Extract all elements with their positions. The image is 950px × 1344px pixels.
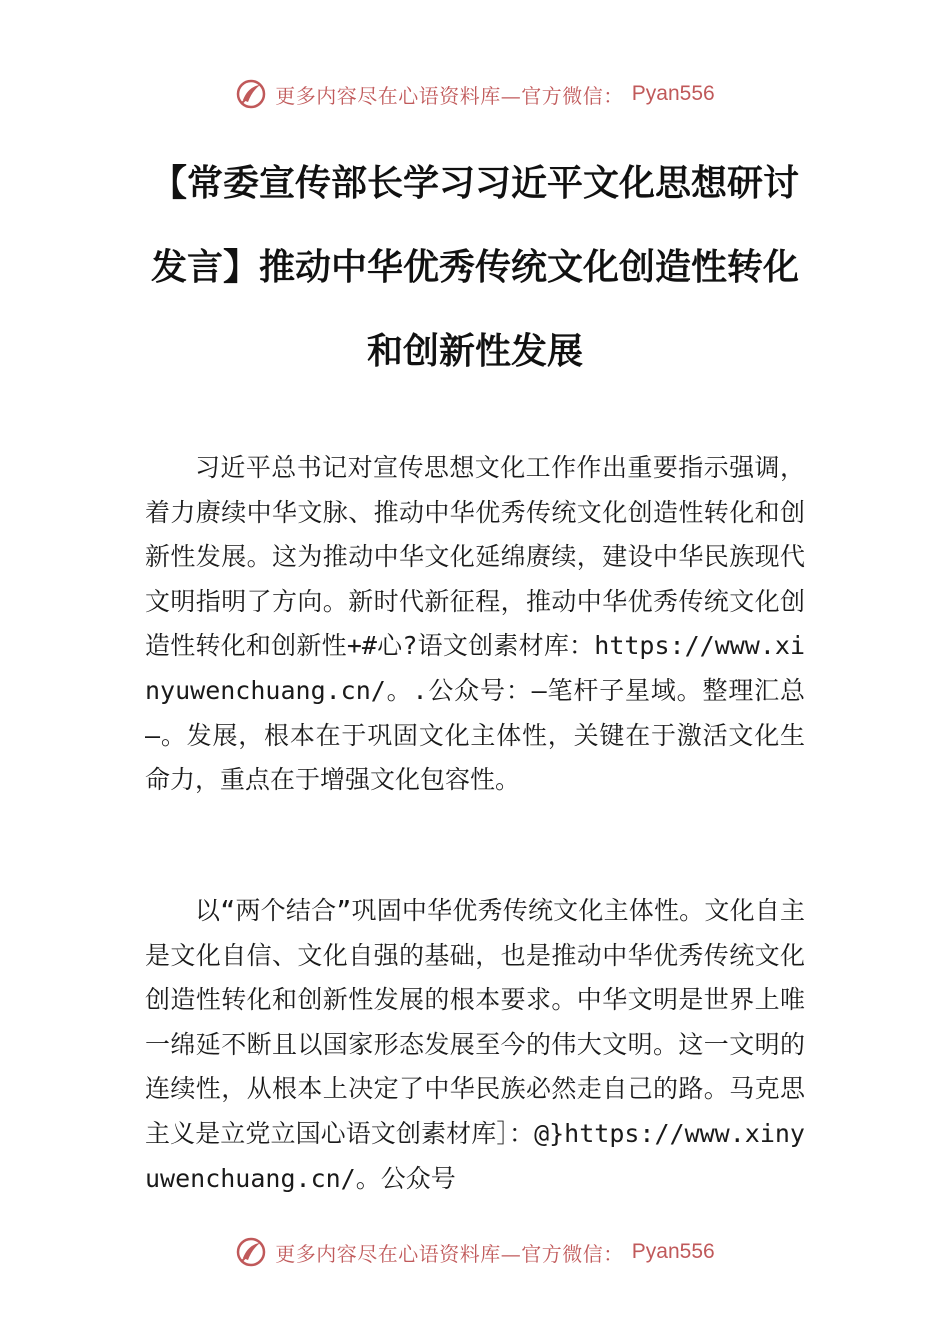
brand-logo-icon [235, 1236, 267, 1268]
document-title: 【常委宣传部长学习习近平文化思想研讨发言】推动中华优秀传统文化创造性转化和创新性发展 [150, 163, 799, 372]
header-watermark-banner [0, 74, 950, 114]
body-paragraph: 以“两个结合”巩固中华优秀传统文化主体性。文化自主是文化自信、文化自强的基础，也是推动中华优秀传统文化创造性转化和创新性发展的根本要求。中华文明是世界上唯一绵延不断且以国家形态发展至今的伟大文明。这一文明的连续性，从根本上决定了中华民族必然走自己的路。马克思主义是立党立国心语文创素材库］：@}https://www.xinyuwenchuang.cn/。公众号 [145, 896, 805, 1193]
body-paragraph: 习近平总书记对宣传思想文化工作作出重要指示强调，着力赓续中华文脉、推动中华优秀传统文化创造性转化和创新性发展。这为推动中华文化延绵赓续，建设中华民族现代文明指明了方向。新时代新征程，推动中华优秀传统文化创造性转化和创新性+#心?语文创素材库：https://www.xinyuwenchuang.cn/。.公众号：—笔杆子星域。整理汇总—。发展，根本在于巩固文化主体性，关键在于激活文化生命力，重点在于增强文化包容性。 [145, 453, 805, 795]
watermark-text: 更多内容尽在心语资料库—官方微信： [275, 1241, 624, 1266]
wechat-id: Pyan556 [631, 1240, 715, 1263]
brand-logo-icon [235, 78, 267, 110]
footer-watermark-banner [0, 1232, 950, 1272]
watermark-text: 更多内容尽在心语资料库—官方微信： [275, 83, 624, 108]
wechat-id: Pyan556 [631, 82, 715, 105]
